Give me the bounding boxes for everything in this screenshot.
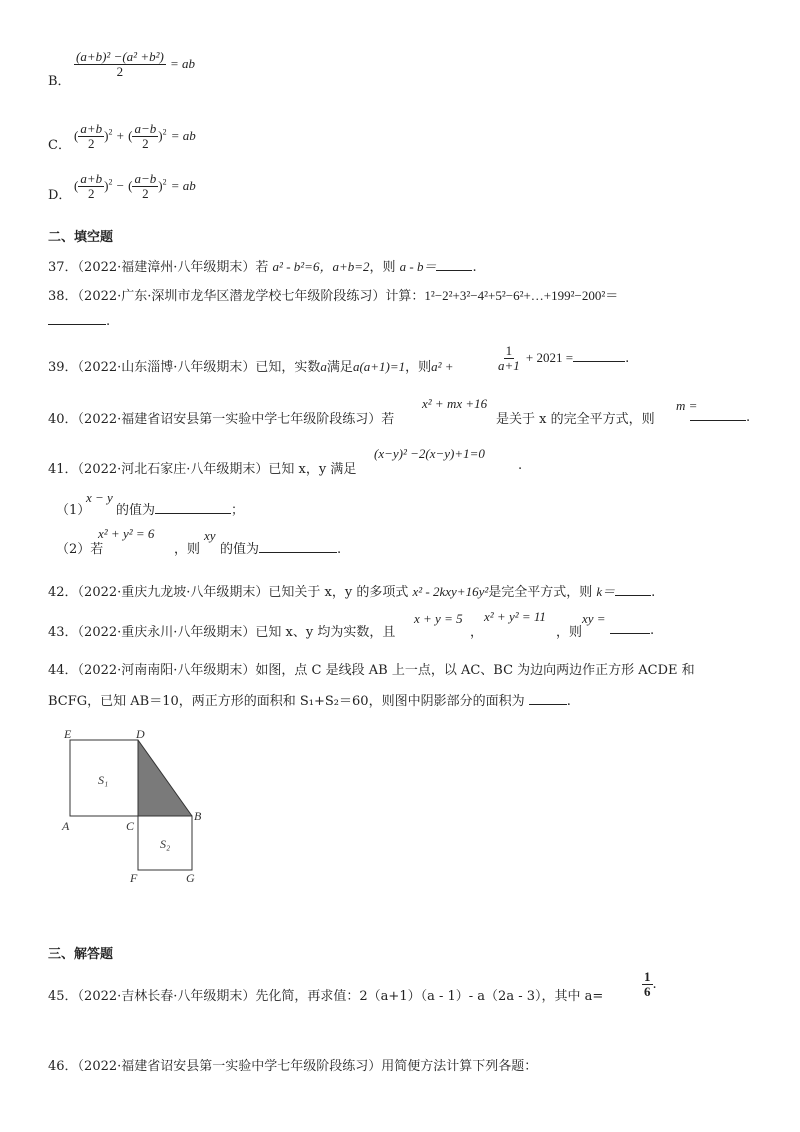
q39-expr-a: a² + bbox=[431, 359, 454, 374]
q41-p2-expr: x² + y² = 6 bbox=[98, 526, 155, 541]
option-b-numerator: (a+b)² −(a² +b²) bbox=[76, 49, 164, 64]
option-d-f2-num: a−b bbox=[134, 171, 157, 186]
option-c-f1-den: 2 bbox=[87, 136, 95, 151]
label-s2: S₂ bbox=[160, 837, 171, 851]
q39-text3: ，则 bbox=[405, 360, 432, 375]
q43-expr2: x² + y² = 11 bbox=[484, 609, 546, 624]
option-c-f1-num: a+b bbox=[80, 121, 103, 136]
q39-expr-b: + 2021 = bbox=[525, 350, 574, 365]
q40-var: m = bbox=[676, 398, 698, 413]
q45-fraction-group bbox=[642, 970, 657, 999]
q39-fraction-group bbox=[496, 344, 629, 373]
q39-end: . bbox=[625, 351, 630, 366]
label-f: F bbox=[130, 871, 138, 885]
q43-source: （2022·重庆永川·八年级期末） bbox=[77, 625, 256, 640]
q39-var: a bbox=[320, 359, 327, 374]
q39-text1: 已知，实数 bbox=[255, 360, 321, 375]
q38-source: （2022·广东·深圳市龙华区潜龙学校七年级阶段练习） bbox=[77, 289, 386, 304]
question-42 bbox=[48, 581, 655, 600]
option-d-rhs: = ab bbox=[170, 178, 196, 193]
q38-expr: 1²−2²+3²−4²+5²−6²+…+199²−200²＝ bbox=[424, 288, 619, 303]
q40-answer-blank[interactable] bbox=[690, 408, 746, 421]
q43-number: 43． bbox=[48, 625, 78, 640]
option-c-f2-den: 2 bbox=[142, 136, 149, 151]
q45-text: 先化简，再求值：2（a+1）（a - 1）- a（2a - 3），其中 a= bbox=[255, 989, 604, 1004]
q40-expr: x² + mx +16 bbox=[422, 396, 488, 411]
option-c-expression: ( $\frac{a+b}{2}$ )$^2$ + ( $\frac{a-b}{2}$ )$^2$ = ab bbox=[74, 121, 196, 151]
section-fill-in-title: 二、填空题 bbox=[48, 230, 114, 245]
q44-answer-blank[interactable] bbox=[529, 692, 567, 705]
q37-number: 37． bbox=[48, 260, 78, 275]
section-answer-title: 三、解答题 bbox=[48, 947, 114, 962]
option-b-rhs: = ab bbox=[169, 56, 195, 71]
q44-line2-row bbox=[48, 690, 571, 709]
q39-number: 39． bbox=[48, 360, 78, 375]
q41-p2-answer-blank[interactable] bbox=[259, 540, 337, 553]
q43-text1: 已知 x、y 均为实数，且 bbox=[255, 625, 396, 640]
question-46 bbox=[48, 1055, 537, 1074]
q44-line1: 如图，点 C 是线段 AB 上一点，以 AC、BC 为边向两边作正方形 ACDE 和 bbox=[255, 663, 695, 678]
option-c-operator: + bbox=[116, 128, 124, 143]
q45-frac-den: 6 bbox=[644, 984, 651, 999]
option-b-expression bbox=[74, 50, 195, 79]
option-d-expression: ( $\frac{a+b}{2}$ )$^2$ − ( $\frac{a-b}{2}$ )$^2$ = ab bbox=[74, 171, 196, 201]
q39-text2: 满足 bbox=[326, 360, 353, 375]
q37-end: . bbox=[472, 260, 477, 275]
q42-source: （2022·重庆九龙坡·八年级期末） bbox=[77, 585, 269, 600]
q43-answer-blank[interactable] bbox=[610, 621, 650, 634]
q41-p2-text: ，则 bbox=[174, 542, 201, 557]
q38-end: . bbox=[106, 314, 111, 329]
option-c-f2-num: a−b bbox=[134, 121, 157, 136]
q43-var: xy = bbox=[582, 611, 606, 626]
option-b-fraction bbox=[74, 50, 166, 79]
question-41 bbox=[48, 458, 356, 477]
q45-number: 45． bbox=[48, 989, 78, 1004]
label-s1: S₁ bbox=[98, 773, 109, 787]
option-d-f2-den: 2 bbox=[142, 186, 149, 201]
q37-expr1: a² - b²=6，a+b=2 bbox=[272, 259, 370, 274]
q37-expr2: a - b＝ bbox=[399, 259, 437, 274]
q41-p2-text2: 的值为 bbox=[220, 542, 260, 557]
label-e: E bbox=[64, 727, 72, 741]
q45-fraction bbox=[642, 970, 653, 999]
option-b-label: B． bbox=[48, 74, 71, 89]
q40-number: 40． bbox=[48, 412, 78, 427]
label-b: B bbox=[194, 809, 202, 823]
q37-source: （2022·福建漳州·八年级期末） bbox=[77, 260, 256, 275]
q40-answer-group bbox=[690, 408, 750, 425]
q39-source: （2022·山东淄博·八年级期末） bbox=[77, 360, 256, 375]
question-44 bbox=[48, 659, 695, 678]
q41-p2-var: xy bbox=[204, 528, 216, 543]
q39-cond: a(a+1)=1 bbox=[352, 359, 406, 374]
q45-end: . bbox=[652, 977, 657, 992]
q46-number: 46． bbox=[48, 1059, 78, 1074]
q41-number: 41． bbox=[48, 462, 78, 477]
q39-frac-den: a+1 bbox=[498, 358, 520, 373]
q39-answer-blank[interactable] bbox=[573, 349, 625, 362]
q43-sep: ， bbox=[470, 625, 484, 640]
question-37 bbox=[48, 256, 477, 275]
question-43 bbox=[48, 621, 395, 640]
q44-figure bbox=[56, 726, 216, 886]
q42-text2: 是完全平方式，则 bbox=[488, 585, 597, 600]
q44-number: 44． bbox=[48, 663, 78, 678]
question-40 bbox=[48, 408, 394, 427]
q41-p2-rest bbox=[220, 538, 341, 557]
q40-text2: 是关于 x 的完全平方式，则 bbox=[496, 412, 655, 427]
q44-source: （2022·河南南阳·八年级期末） bbox=[77, 663, 256, 678]
q45-source: （2022·吉林长春·八年级期末） bbox=[77, 989, 256, 1004]
q41-source: （2022·河北石家庄·八年级期末） bbox=[77, 462, 269, 477]
q41-p2-end: . bbox=[337, 542, 342, 557]
q41-p1-end: ； bbox=[231, 503, 245, 518]
q40-end: . bbox=[746, 410, 751, 425]
q42-number: 42． bbox=[48, 585, 78, 600]
q38-text1: 计算： bbox=[385, 289, 425, 304]
q41-expr: (x−y)² −2(x−y)+1=0 bbox=[374, 446, 485, 461]
label-g: G bbox=[186, 871, 195, 885]
label-d: D bbox=[136, 727, 145, 741]
option-d-operator: − bbox=[116, 178, 124, 193]
q44-end: . bbox=[566, 694, 571, 709]
q41-text1: 已知 x，y 满足 bbox=[268, 462, 357, 477]
option-c-label: C． bbox=[48, 138, 71, 153]
q40-text1: 若 bbox=[381, 412, 395, 427]
q38-number: 38． bbox=[48, 289, 78, 304]
q42-text1: 已知关于 x，y 的多项式 bbox=[268, 585, 413, 600]
option-c-rhs: = ab bbox=[170, 128, 196, 143]
q41-p1-text: 的值为 bbox=[116, 503, 156, 518]
option-d-label: D． bbox=[48, 188, 72, 203]
q37-text2: ，则 bbox=[369, 260, 400, 275]
q37-text1: 若 bbox=[255, 260, 273, 275]
q46-text: 用简便方法计算下列各题： bbox=[381, 1059, 538, 1074]
label-a: A bbox=[62, 819, 70, 833]
q46-source: （2022·福建省诏安县第一实验中学七年级阶段练习） bbox=[77, 1059, 382, 1074]
q43-answer-group bbox=[610, 621, 654, 638]
q42-end: . bbox=[651, 585, 656, 600]
q44-line2: BCFG，已知 AB＝10，两正方形的面积和 S₁+S₂＝60，则图中阴影部分的面积为 bbox=[48, 694, 529, 709]
q41-p1-expr: x − y bbox=[86, 490, 113, 505]
q38-answer-line bbox=[48, 312, 110, 329]
q42-var: k＝ bbox=[596, 584, 616, 599]
question-38 bbox=[48, 285, 618, 304]
q38-answer-blank[interactable] bbox=[48, 312, 106, 325]
q42-answer-blank[interactable] bbox=[615, 583, 651, 596]
option-b-denominator: 2 bbox=[116, 64, 124, 79]
option-d-f1-den: 2 bbox=[87, 186, 95, 201]
q41-p2-label: （2）若 bbox=[56, 542, 104, 557]
q41-p1-label: （1） bbox=[56, 503, 91, 518]
q41-end: . bbox=[518, 458, 523, 473]
q39-frac-num: 1 bbox=[505, 343, 513, 358]
option-d-f1-num: a+b bbox=[80, 171, 103, 186]
q42-expr: x² - 2kxy+16y² bbox=[412, 584, 489, 599]
question-39 bbox=[48, 356, 454, 375]
question-45 bbox=[48, 985, 603, 1004]
label-c: C bbox=[126, 819, 135, 833]
q41-p1-answer-blank[interactable] bbox=[155, 501, 231, 514]
q45-frac-num: 1 bbox=[644, 969, 651, 984]
q43-end: . bbox=[650, 623, 655, 638]
q41-p1-rest bbox=[116, 499, 244, 518]
q40-source: （2022·福建省诏安县第一实验中学七年级阶段练习） bbox=[77, 412, 382, 427]
q37-answer-blank[interactable] bbox=[436, 258, 472, 271]
q39-fraction bbox=[496, 344, 522, 373]
q43-expr1: x + y = 5 bbox=[414, 611, 463, 626]
q43-text2: ，则 bbox=[556, 625, 583, 640]
